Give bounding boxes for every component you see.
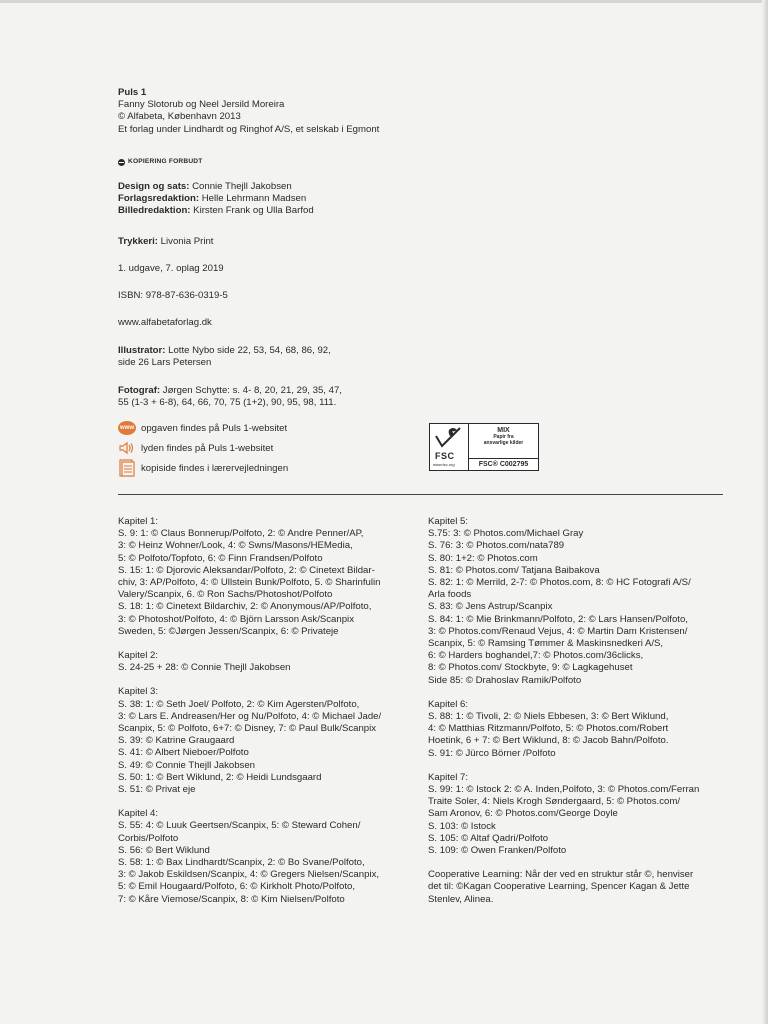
illustrator-credit: Illustrator: Lotte Nybo side 22, 53, 54, 68, 86, 92, side 26 Lars Petersen — [118, 345, 331, 369]
credit-line: 3: © Heinz Wohner/Look, 4: © Swns/Masons/HEMedia, — [118, 540, 353, 552]
document-icon — [118, 460, 136, 476]
credit-line: det til: ©Kagan Cooperative Learning, Spencer Kagan & Jette — [428, 881, 690, 893]
credit-section — [428, 772, 728, 857]
credit-line: S. 38: 1: © Seth Joel/ Polfoto, 2: © Kim Agersten/Polfoto, — [118, 698, 360, 710]
credit-line: S. 41: © Albert Nieboer/Polfoto — [118, 747, 249, 759]
credit-line: S. 55: 4: © Luuk Geertsen/Scanpix, 5: © Steward Cohen/ — [118, 820, 361, 832]
legend-text: kopiside findes i lærervejledningen — [141, 462, 289, 474]
section-heading: Kapitel 7: — [428, 771, 469, 783]
credit-line: 3: © Jakob Eskildsen/Scanpix, 4: © Gregers Nielsen/Scanpix, — [118, 869, 380, 881]
section-heading: Kapitel 3: — [118, 686, 159, 698]
copyright: © Alfabeta, København 2013 — [118, 111, 241, 123]
no-copy-icon — [118, 159, 125, 166]
imprint-block — [118, 87, 379, 136]
credit-line: S. 99: 1: © Istock 2: © A. Inden,Polfoto, 3: © Photos.com/Ferran — [428, 784, 700, 796]
legend-row-web-task — [118, 418, 288, 438]
legend-text: lyden findes på Puls 1-websitet — [141, 442, 274, 454]
photo-credits-left-column — [118, 516, 418, 918]
legend-text: opgaven findes på Puls 1-websitet — [141, 422, 288, 434]
copy-prohibited-text: KOPIERING FORBUDT — [128, 158, 203, 165]
credit-line: S. 9: 1: © Claus Bonnerup/Polfoto, 2: © Andre Penner/AP, — [118, 528, 364, 540]
section-heading: Kapitel 4: — [118, 808, 159, 820]
credit-line: chiv, 3: AP/Polfoto, 4: © Ullstein Bunk/Polfoto, 5. © Sharinfulin — [118, 577, 381, 589]
www-icon: www — [118, 421, 136, 435]
credit-line: 3: © Photos.com/Renaud Vejus, 4: © Martin Dam Kristensen/ — [428, 625, 688, 637]
credit-line: S. 83: © Jens Astrup/Scanpix — [428, 601, 553, 613]
section-heading: Kapitel 2: — [118, 650, 159, 662]
section-heading: Kapitel 6: — [428, 698, 469, 710]
credit-line: 7: © Kåre Viemose/Scanpix, 8: © Kim Nielsen/Polfoto — [118, 893, 345, 905]
credit-line: S. 58: 1: © Bax Lindhardt/Scanpix, 2: © Bo Svane/Polfoto, — [118, 857, 365, 869]
page-edge-shadow — [0, 0, 768, 3]
credit-line: S. 15: 1: © Djorovic Aleksandar/Polfoto, 2: © Cinetext Bildar- — [118, 564, 375, 576]
credit-line: Traite Soler, 4: Niels Krogh Søndergaard, 5: © Photos.com/ — [428, 796, 681, 808]
credit-picture-editor: Billedredaktion: Kirsten Frank og Ulla Barfod — [118, 205, 314, 217]
credit-line: Sam Aronov, 6: © Photos.com/George Doyle — [428, 808, 618, 820]
credit-line: S. 76: 3: © Photos.com/nata789 — [428, 540, 565, 552]
credit-line: S. 49: © Connie Thejll Jakobsen — [118, 759, 256, 771]
credit-section — [428, 516, 728, 687]
credit-line: 5: © Emil Hougaard/Polfoto, 6: © Kirkholt Photo/Polfoto, — [118, 881, 356, 893]
credit-line: S. 80: 1+2: © Photos.com — [428, 552, 538, 564]
credit-line: S.75: 3: © Photos.com/Michael Gray — [428, 528, 584, 540]
fsc-info: MIX Papir fra ansvarlige kilder FSC® C002795 — [469, 424, 538, 470]
credit-line: 6: © Harders boghandel,7: © Photos.com/36clicks, — [428, 650, 644, 662]
authors: Fanny Slotorub og Neel Jersild Moreira — [118, 99, 285, 111]
edition-line: 1. udgave, 7. oplag 2019 — [118, 263, 224, 274]
publisher-note: Et forlag under Lindhardt og Ringhof A/S, et selskab i Egmont — [118, 123, 380, 135]
credit-line: Stenlev, Alinea. — [428, 893, 494, 905]
credit-line: 8: © Photos.com/ Stockbyte, 9: © Lagkagehuset — [428, 662, 633, 674]
credit-line: S. 82: 1: © Merrild, 2-7: © Photos.com, 8: © HC Fotografi A/S/ — [428, 577, 691, 589]
fsc-logo: FSC www.fsc.org — [430, 424, 469, 470]
copy-prohibited-notice — [118, 156, 202, 168]
credit-line: S. 84: 1: © Mie Brinkmann/Polfoto, 2: © Lars Hansen/Polfoto, — [428, 613, 688, 625]
credit-line: S. 39: © Katrine Graugaard — [118, 735, 235, 747]
legend-row-audio — [118, 438, 288, 458]
photographer-credit: Fotograf: Jørgen Schytte: s. 4- 8, 20, 21, 29, 35, 47, 55 (1-3 + 6-8), 64, 66, 70, 75 (1+2), 90, 95, 98, 111. — [118, 385, 342, 409]
credit-line: S. 91: © Jürco Börner /Polfoto — [428, 747, 556, 759]
credit-line: S. 56: © Bert Wiklund — [118, 844, 210, 856]
credit-line: Side 85: © Drahoslav Ramik/Polfoto — [428, 674, 582, 686]
credit-line: Valery/Scanpix, 6. © Ron Sachs/Photoshot/Polfoto — [118, 589, 333, 601]
credit-line: Scanpix, 5: © Polfoto, 6+7: © Disney, 7: © Paul Bulk/Scanpix — [118, 723, 377, 735]
fsc-label — [429, 423, 539, 471]
credit-line: Arla foods — [428, 589, 472, 601]
credit-line: S. 81: © Photos.com/ Tatjana Baibakova — [428, 564, 600, 576]
credit-editor: Forlagsredaktion: Helle Lehrmann Madsen — [118, 193, 307, 205]
credit-line: S. 105: © Altaf Qadri/Polfoto — [428, 832, 549, 844]
credit-line: 4: © Matthias Ritzmann/Polfoto, 5: © Photos.com/Robert — [428, 723, 669, 735]
credit-line: Sweden, 5: ©Jørgen Jessen/Scanpix, 6: © Privateje — [118, 625, 339, 637]
section-heading: Cooperative Learning: Når der ved en struktur står ©, henviser — [428, 869, 694, 881]
credit-line: Scanpix, 5: © Ramsing Tømmer & Maskinsnedkeri A/S, — [428, 638, 664, 650]
credit-section — [118, 686, 418, 796]
speaker-icon — [118, 440, 136, 456]
credit-design: Design og sats: Connie Thejll Jakobsen — [118, 181, 292, 192]
legend-row-copy-page — [118, 458, 288, 478]
credit-section — [118, 516, 418, 638]
fsc-code: FSC® C002795 — [469, 458, 538, 471]
credit-section — [428, 699, 728, 760]
credit-line: S. 18: 1: © Cinetext Bildarchiv, 2: © Anonymous/AP/Polfoto, — [118, 601, 372, 613]
section-heading: Kapitel 5: — [428, 516, 469, 527]
fsc-tree-icon — [430, 424, 468, 452]
credit-line: 3: © Photoshot/Polfoto, 4: © Björn Larsson Ask/Scanpix — [118, 613, 354, 625]
book-title: Puls 1 — [118, 87, 147, 98]
credit-section — [428, 869, 728, 906]
credit-line: S. 103: © Istock — [428, 820, 496, 832]
credit-line: S. 24-25 + 28: © Connie Thejll Jakobsen — [118, 662, 291, 674]
page-edge-shadow-right — [762, 0, 768, 1024]
credit-line: S. 88: 1: © Tivoli, 2: © Niels Ebbesen, 3: © Bert Wiklund, — [428, 711, 669, 723]
photo-credits-right-column — [428, 516, 728, 918]
credit-line: 3: © Lars E. Andreasen/Her og Nu/Polfoto, 4: © Michael Jade/ — [118, 710, 382, 722]
section-divider — [118, 494, 723, 495]
printer-line: Trykkeri: Livonia Print — [118, 236, 214, 247]
isbn-line: ISBN: 978-87-636-0319-5 — [118, 290, 228, 301]
section-heading: Kapitel 1: — [118, 516, 159, 527]
credit-section — [118, 650, 418, 674]
credit-line: S. 50: 1: © Bert Wiklund, 2: © Heidi Lundsgaard — [118, 771, 322, 783]
credit-line: Corbis/Polfoto — [118, 832, 179, 844]
icon-legend — [118, 418, 288, 478]
website-line: www.alfabetaforlag.dk — [118, 317, 212, 328]
credit-line: Hoetink, 6 + 7: © Bert Wiklund, 8: © Jacob Bahn/Polfoto. — [428, 735, 669, 747]
credit-line: 5: © Polfoto/Topfoto, 6: © Finn Frandsen/Polfoto — [118, 552, 323, 564]
credits-block — [118, 181, 314, 218]
credit-line: S. 51: © Privat eje — [118, 784, 196, 796]
credit-line: S. 109: © Owen Franken/Polfoto — [428, 845, 567, 857]
credit-section — [118, 808, 418, 906]
